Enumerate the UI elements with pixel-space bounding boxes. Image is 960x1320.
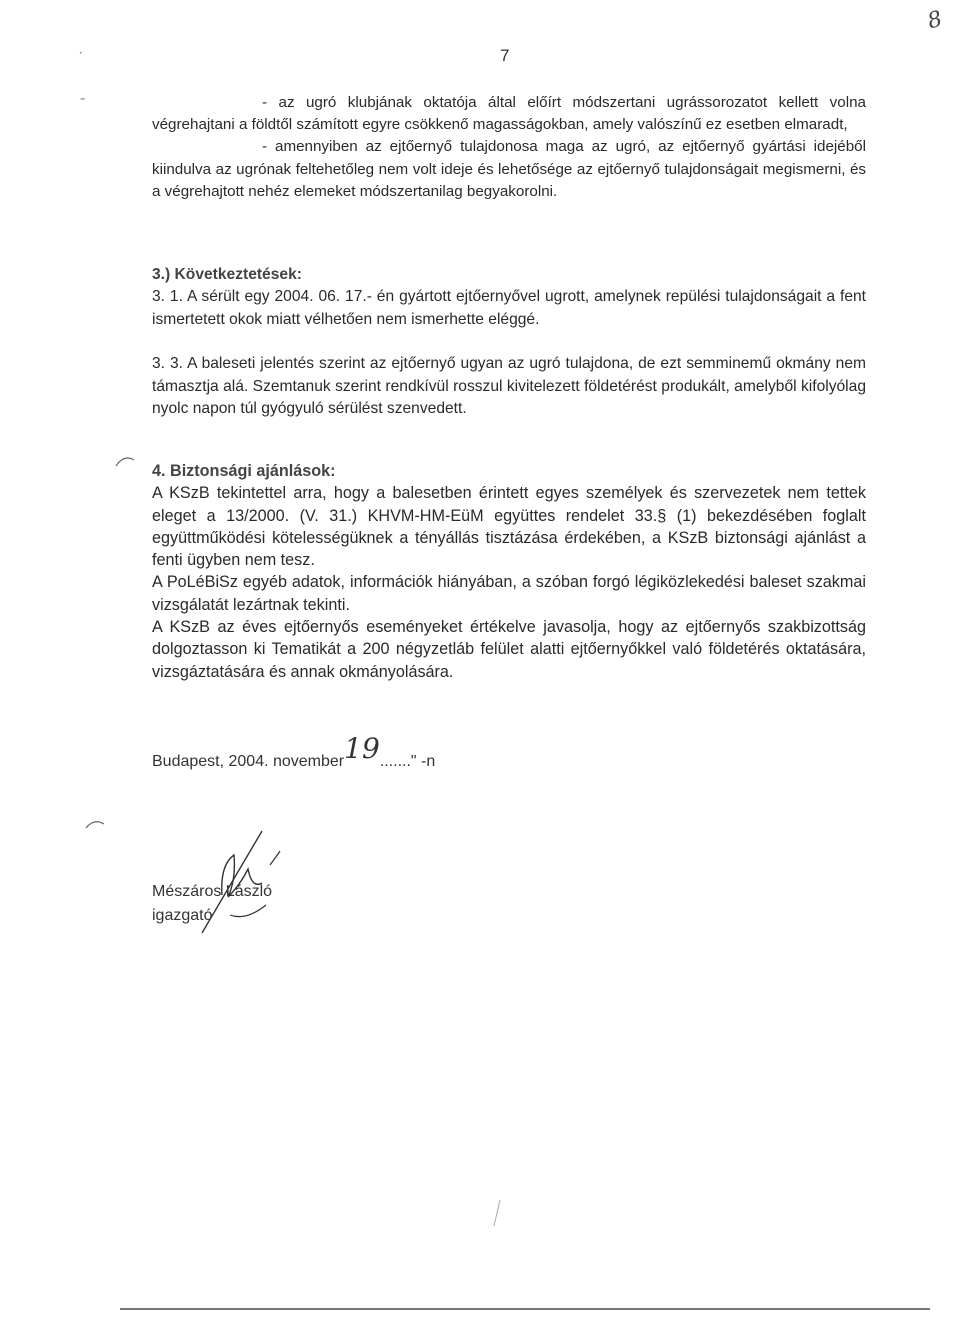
corner-handwritten-mark: 8	[925, 6, 945, 35]
signer-name: Mészáros László	[152, 883, 273, 900]
signature-block	[152, 880, 272, 928]
margin-tick: ·	[78, 44, 84, 61]
margin-arc-mark	[112, 450, 142, 470]
section-4-paragraph-3: A KSzB az éves ejtőernyős eseményeket értékelve javasolja, hogy az ejtőernyős szakbizottság dolgoztasson ki Tematikát a 200 négyzetláb felület alatti ejtőernyőkkel való földetérés oktatására, vizsgáztatására és annak okmányolására.	[152, 618, 866, 681]
section-3-point-3: 3. 3. A baleseti jelentés szerint az ejtőernyő ugyan az ugró tulajdona, de ezt semminemű okmány nem támasztja alá. Szemtanuk szerint rendkívül rosszul kivitelezett földetérést produkált, amelyből kifolyólag nyolc napon túl gyógyuló sérülést szenvedett.	[152, 355, 866, 418]
margin-arc-mark	[84, 816, 108, 832]
section-3	[152, 264, 866, 420]
stray-pen-mark	[492, 1198, 502, 1228]
section-4-heading: 4. Biztonsági ajánlások:	[152, 462, 336, 480]
bottom-scan-edge	[120, 1308, 930, 1310]
section-4-paragraph-2: A PoLéBiSz egyéb adatok, információk hiányában, a szóban forgó légiközlekedési baleset szakmai vizsgálatát lezártnak tekinti.	[152, 573, 866, 614]
date-suffix: " -n	[410, 753, 436, 770]
bullet-paragraph-2: - amennyiben az ejtőernyő tulajdonosa maga az ugró, az ejtőernyő gyártási idejéből kiindulva az ugrónak feltehetőleg nem volt ideje és lehetősége az ejtőernyő tulajdonságait megismerni, és a végrehajtott nehéz elemeket módszertanilag begyakorolni.	[152, 138, 866, 200]
section-4	[152, 460, 866, 683]
date-dots: .......	[379, 753, 411, 770]
section-3-heading: 3.) Következtetések:	[152, 266, 302, 283]
date-day-handwritten: 19	[344, 732, 380, 765]
margin-tick: -	[80, 90, 86, 107]
bullet-paragraph-1: - az ugró klubjának oktatója által előírt módszertani ugrássorozatot kellett volna végrehajtani a földtől számított egyre csökkenő magasságokban, amely valószínű ez esetben elmaradt,	[152, 94, 866, 134]
page-number: 7	[500, 46, 510, 65]
section-4-paragraph-1: A KSzB tekintettel arra, hogy a balesetben érintett egyes személyek és szervezetek nem tettek eleget a 13/2000. (V. 31.) KHVM-HM-EüM együttes rendelet 33.§ (1) bekezdésében foglalt együttműködési kötelességüknek a tényállás tisztázása érdekében, a KSzB biztonsági ajánlást a fenti ügyben nem tesz.	[152, 484, 866, 570]
date-prefix: Budapest, 2004. november	[152, 753, 345, 770]
intro-paragraphs	[152, 92, 866, 203]
section-3-point-1: 3. 1. A sérült egy 2004. 06. 17.- én gyártott ejtőernyővel ugrott, amelynek repülési tulajdonságait a fent ismertetett okok miatt vélhetően nem ismerhette eléggé.	[152, 288, 866, 328]
date-line	[152, 732, 436, 773]
signer-title: igazgató	[152, 907, 213, 924]
